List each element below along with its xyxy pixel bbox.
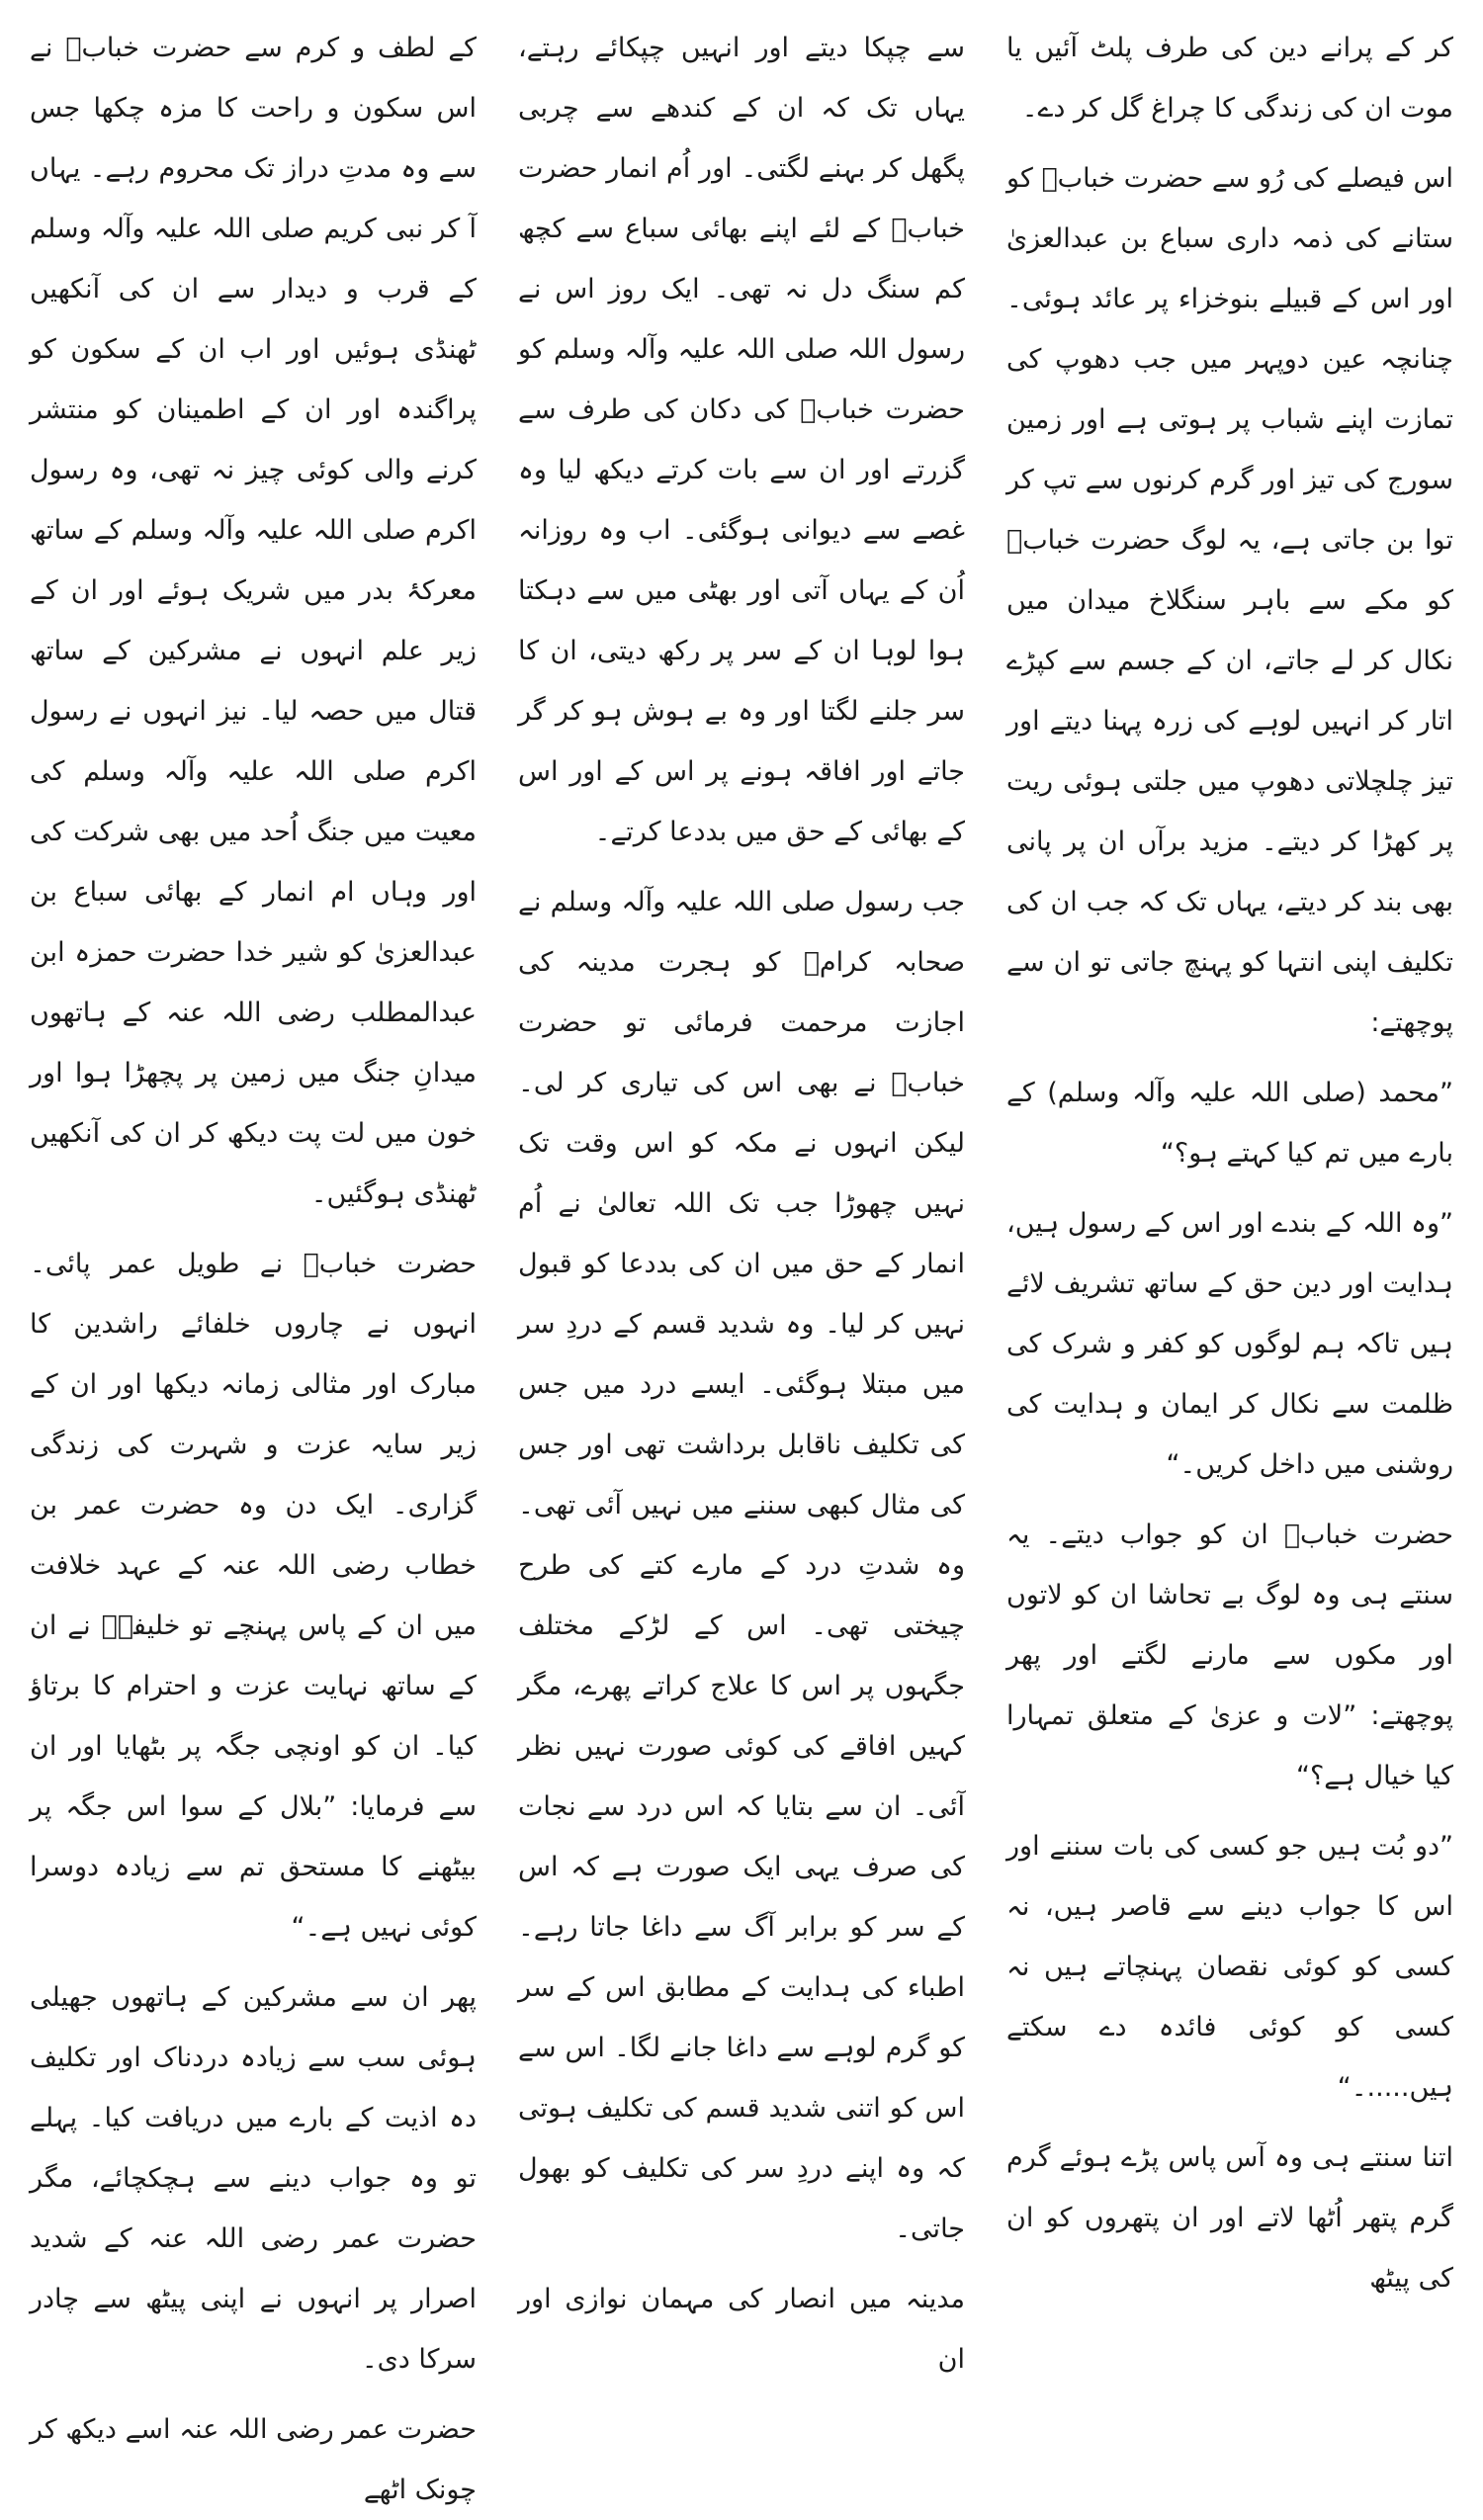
paragraph: کر کے پرانے دین کی طرف پلٹ آئیں یا موت ان کی زندگی کا چراغ گل کر دے۔ <box>1006 33 1453 124</box>
paragraph: حضرت خبابؓ نے طویل عمر پائی۔ انہوں نے چاروں خلفائے راشدین کا مبارک اور مثالی زمانہ دیکھا اور ان کے زیر سایہ عزت و شہرت کی زندگی گزاری۔ ایک دن وہ حضرت عمر بن خطاب رضی اللہ عنہ کے عہد خلافت میں ان کے پاس پہنچے تو خلیفہؓ نے ان کے ساتھ نہایت عزت و احترام کا برتاؤ کیا۔ ان کو اونچی جگہ پر بٹھایا اور ان سے فرمایا: ”بلال کے سوا اس جگہ پر بیٹھنے کا مستحق تم سے زیادہ دوسرا کوئی نہیں ہے۔“ <box>30 1249 477 1943</box>
paragraph: مدینہ میں انصار کی مہمان نوازی اور ان <box>518 2284 965 2375</box>
paragraph: حضرت خبابؓ ان کو جواب دیتے۔ یہ سنتے ہی وہ لوگ بے تحاشا ان کو لاتوں اور مکوں سے مارنے لگتے اور پھر پوچھتے: ”لات و عزیٰ کے متعلق تمہارا کیا خیال ہے؟“ <box>1006 1520 1453 1791</box>
paragraph: جب رسول صلی اللہ علیہ وآلہ وسلم نے صحابہ کرامؓ کو ہجرت مدینہ کی اجازت مرحمت فرمائی تو حضرت خبابؓ نے بھی اس کی تیاری کر لی۔ لیکن انہوں نے مکہ کو اس وقت تک نہیں چھوڑا جب تک اللہ تعالیٰ نے اُم انمار کے حق میں ان کی بددعا کو قبول نہیں کر لیا۔ وہ شدید قسم کے دردِ سر میں مبتلا ہوگئی۔ ایسے درد میں جس کی تکلیف ناقابل برداشت تھی اور جس کی مثال کبھی سننے میں نہیں آئی تھی۔ وہ شدتِ درد کے مارے کتے کی طرح چیختی تھی۔ اس کے لڑکے مختلف جگہوں پر اس کا علاج کراتے پھرے، مگر کہیں افاقے کی کوئی صورت نہیں نظر آئی۔ ان سے بتایا کہ اس درد سے نجات کی صرف یہی ایک صورت ہے کہ اس کے سر کو برابر آگ سے داغا جاتا رہے۔ اطباء کی ہدایت کے مطابق اس کے سر کو گرم لوہے سے داغا جانے لگا۔ اس سے اس کو اتنی شدید قسم کی تکلیف ہوتی کہ وہ اپنے دردِ سر کی تکلیف کو بھول جاتی۔ <box>518 887 965 2244</box>
paragraph: سے چپکا دیتے اور انہیں چپکائے رہتے، یہاں تک کہ ان کے کندھے سے چربی پگھل کر بہنے لگتی۔ اور اُم انمار حضرت خبابؓ کے لئے اپنے بھائی سباع سے کچھ کم سنگ دل نہ تھی۔ ایک روز اس نے رسول اللہ صلی اللہ علیہ وآلہ وسلم کو حضرت خبابؓ کی دکان کی طرف سے گزرتے اور ان سے بات کرتے دیکھ لیا وہ غصے سے دیوانی ہوگئی۔ اب وہ روزانہ اُن کے یہاں آتی اور بھٹی میں سے دہکتا ہوا لوہا ان کے سر پر رکھ دیتی، ان کا سر جلنے لگتا اور وہ بے ہوش ہو کر گر جاتے اور افاقہ ہونے پر اس کے اور اس کے بھائی کے حق میں بددعا کرتے۔ <box>518 33 965 847</box>
text-column-middle <box>518 18 965 2375</box>
text-column-left <box>30 18 477 2505</box>
paragraph: اتنا سنتے ہی وہ آس پاس پڑے ہوئے گرم گرم پتھر اُٹھا لاتے اور ان پتھروں کو ان کی پیٹھ <box>1006 2142 1453 2294</box>
paragraph: اس فیصلے کی رُو سے حضرت خبابؓ کو ستانے کی ذمہ داری سباع بن عبدالعزیٰ اور اس کے قبیلے بنوخزاء پر عائد ہوئی۔ چنانچہ عین دوپہر میں جب دھوپ کی تمازت اپنے شباب پر ہوتی ہے اور زمین سورج کی تیز اور گرم کرنوں سے تپ کر توا بن جاتی ہے، یہ لوگ حضرت خبابؓ کو مکے سے باہر سنگلاخ میدان میں نکال کر لے جاتے، ان کے جسم سے کپڑے اتار کر انہیں لوہے کی زرہ پہنا دیتے اور تیز چلچلاتی دھوپ میں جلتی ہوئی ریت پر کھڑا کر دیتے۔ مزید برآں ان پر پانی بھی بند کر دیتے، یہاں تک کہ جب ان کی تکلیف اپنی انتہا کو پہنچ جاتی تو ان سے پوچھتے: <box>1006 163 1453 1038</box>
paragraph: ”دو بُت ہیں جو کسی کی بات سننے اور اس کا جواب دینے سے قاصر ہیں، نہ کسی کو کوئی نقصان پہنچاتے ہیں نہ کسی کو کوئی فائدہ دے سکتے ہیں.....۔“ <box>1006 1831 1453 2103</box>
paragraph: ”وہ اللہ کے بندے اور اس کے رسول ہیں، ہدایت اور دین حق کے ساتھ تشریف لائے ہیں تاکہ ہم لوگوں کو کفر و شرک کی ظلمت سے نکال کر ایمان و ہدایت کی روشنی میں داخل کریں۔“ <box>1006 1208 1453 1480</box>
paragraph: کے لطف و کرم سے حضرت خبابؓ نے اس سکون و راحت کا مزہ چکھا جس سے وہ مدتِ دراز تک محروم رہے۔ یہاں آ کر نبی کریم صلی اللہ علیہ وآلہ وسلم کے قرب و دیدار سے ان کی آنکھیں ٹھنڈی ہوئیں اور اب ان کے سکون کو پراگندہ اور ان کے اطمینان کو منتشر کرنے والی کوئی چیز نہ تھی، وہ رسول اکرم صلی اللہ علیہ وآلہ وسلم کے ساتھ معرکۂ بدر میں شریک ہوئے اور ان کے زیر علم انہوں نے مشرکین کے ساتھ قتال میں حصہ لیا۔ نیز انہوں نے رسول اکرم صلی اللہ علیہ وآلہ وسلم کی معیت میں جنگ اُحد میں بھی شرکت کی اور وہاں ام انمار کے بھائی سباع بن عبدالعزیٰ کو شیر خدا حضرت حمزہ ابن عبدالمطلب رضی اللہ عنہ کے ہاتھوں میدانِ جنگ میں زمین پر پچھڑا ہوا اور خون میں لت پت دیکھ کر ان کی آنکھیں ٹھنڈی ہوگئیں۔ <box>30 33 477 1209</box>
paragraph: ”محمد (صلی اللہ علیہ وآلہ وسلم) کے بارے میں تم کیا کہتے ہو؟“ <box>1006 1078 1453 1169</box>
paragraph: حضرت عمر رضی اللہ عنہ اسے دیکھ کر چونک اٹھے <box>30 2414 477 2505</box>
text-column-right <box>1006 18 1453 2294</box>
paragraph: پھر ان سے مشرکین کے ہاتھوں جھیلی ہوئی سب سے زیادہ دردناک اور تکلیف دہ اذیت کے بارے میں دریافت کیا۔ پہلے تو وہ جواب دینے سے ہچکچائے، مگر حضرت عمر رضی اللہ عنہ کے شدید اصرار پر انہوں نے اپنی پیٹھ سے چادر سرکا دی۔ <box>30 1982 477 2375</box>
